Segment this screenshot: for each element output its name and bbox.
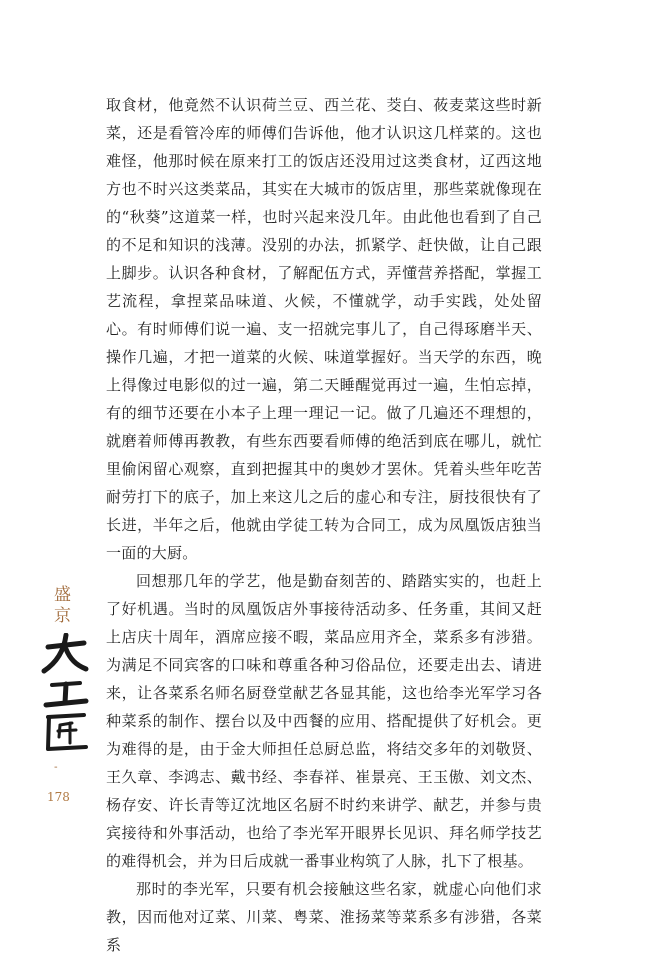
page-number-dash: -: [54, 762, 58, 773]
paragraph-2: 回想那几年的学艺，他是勤奋刻苦的、踏踏实实的，也赶上了好机遇。当时的凤凰饭店外事接待活动多、任务重，其间又赶上店庆十周年，酒席应接不暇，菜品应用齐全，菜系多有涉猎。为满足不同宾客的口味和尊重各种习俗品位，还要走出去、请进来，让各菜系名师名厨登堂献艺各显其能，这也给李光军学习各种菜系的制作、摆台以及中西餐的应用、搭配提供了好机会。更为难得的是，由于金大师担任总厨总监，将结交多年的刘敬贤、王久章、李鸿志、戴书经、李春祥、崔景亮、王玉傲、刘文杰、杨存安、许长青等辽沈地区名厨不时约来讲学、献艺，并参与贵宾接待和外事活动，也给了李光军开眼界长见识、拜名师学技艺的难得机会，并为日后成就一番事业构筑了人脉，扎下了根基。: [106, 572, 542, 870]
paragraph-1: 取食材，他竟然不认识荷兰豆、西兰花、茭白、莜麦菜这些时新菜，还是看管冷库的师傅们告诉他，他才认识这几样菜的。这也难怪，他那时候在原来打工的饭店还没用过这类食材，辽西这地方也不时兴这类菜品，其实在大城市的饭店里，那些菜就像现在的“秋葵”这道菜一样，也时兴起来没几年。由此他也看到了自己的不足和知识的浅薄。没别的办法，抓紧学、赶快做，让自己跟上脚步。认识各种食材，了解配伍方式，弄懂营养搭配，掌握工艺流程，拿捏菜品味道、火候，不懂就学，动手实践，处处留心。有时师傅们说一遍、支一招就完事儿了，自己得琢磨半天、操作几遍，才把一道菜的火候、味道掌握好。当天学的东西，晚上得像过电影似的过一遍，第二天睡醒觉再过一遍，生怕忘掉，有的细节还要在小本子上理一理记一记。做了几遍还不理想的，就磨着师傅再教教，有些东西要看师傅的绝活到底在哪儿，就忙里偷闲留心观察，直到把握其中的奥妙才罢休。凭着头些年吃苦耐劳打下的底子，加上来这儿之后的虚心和专注，厨技很快有了长进，半年之后，他就由学徒工转为合同工，成为凤凰饭店独当一面的大厨。: [106, 96, 542, 562]
body-text: [106, 91, 542, 959]
book-logo: [40, 633, 90, 753]
paragraph-3: 那时的李光军，只要有机会接触这些名家，就虚心向他们求教，因而他对辽菜、川菜、粤菜、淮扬菜等菜系多有涉猎，各菜系: [106, 880, 542, 954]
page-number: 178: [47, 790, 70, 804]
series-label: 盛京: [54, 585, 71, 626]
